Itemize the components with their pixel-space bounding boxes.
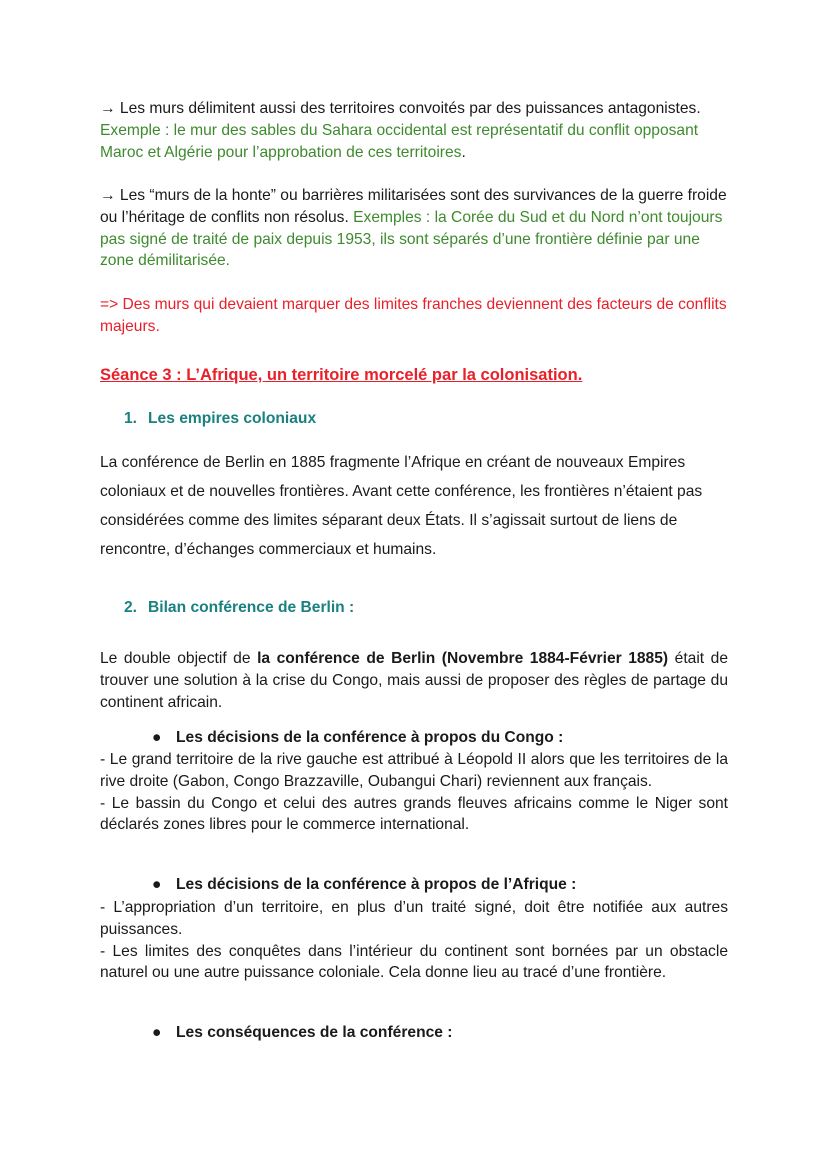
paragraph-walls-territories <box>100 98 728 163</box>
list-item: - Le grand territoire de la rive gauche est attribué à Léopold II alors que les territoires de la rive droite (Gabon, Congo Brazzaville, Oubangui Chari) reviennent aux français. <box>100 751 728 790</box>
list-item: - Le bassin du Congo et celui des autres grands fleuves africains comme le Niger sont déclarés zones libres pour le commerce international. <box>100 794 728 834</box>
number: 1. <box>124 410 138 427</box>
text: → Les murs délimitent aussi des territoires convoités par des puissances antagonistes. <box>100 100 701 117</box>
list-item: - Les limites des conquêtes dans l’intérieur du continent sont bornées par un obstacle naturel ou une autre puissance coloniale. Cela donne lieu au tracé d’une frontière. <box>100 942 728 982</box>
title: Les conséquences de la conférence : <box>176 1024 453 1041</box>
subheading-2 <box>100 599 752 617</box>
bullet-icon: ● <box>152 1024 162 1041</box>
paragraph-empires: La conférence de Berlin en 1885 fragmente l’Afrique en créant de nouveaux Empires coloniaux et de nouvelles frontières. Avant cette conférence, les frontières n’étaient pas considérées comme des limites séparant deux États. Il s’agissait surtout de liens de rencontre, d’échanges commerciaux et humains. <box>100 454 703 558</box>
bold-text: la conférence de Berlin (Novembre 1884-Février 1885) <box>257 650 669 667</box>
text: était de trouver une solution à la crise du Congo, mais aussi de proposer des règles de partage du continent africain. <box>100 650 728 711</box>
text: . <box>461 143 466 161</box>
paragraph-walls-of-shame <box>100 185 728 272</box>
bullet-icon: ● <box>152 729 162 746</box>
number: 2. <box>124 599 138 616</box>
example-text: Exemples : la Corée du Sud et du Nord n’ont toujours pas signé de traité de paix depuis 1953, ils sont séparés d’une frontière définie par une zone démilitarisée. <box>100 208 723 270</box>
list-item: - L’appropriation d’un territoire, en plus d’un traité signé, doit être notifiée aux autres puissances. <box>100 899 728 938</box>
title: Bilan conférence de Berlin : <box>148 599 355 616</box>
bullet-heading-congo <box>100 729 780 747</box>
title: Les empires coloniaux <box>148 410 317 427</box>
title: Les décisions de la conférence à propos du Congo : <box>176 729 564 746</box>
example-text: Exemple : le mur des sables du Sahara occidental est représentatif du conflit opposant Maroc et Algérie pour l’approbation de ces territoires <box>100 121 699 161</box>
conclusion: => Des murs qui devaient marquer des limites franches deviennent des facteurs de conflits majeurs. <box>100 296 727 335</box>
bullet-icon: ● <box>152 876 162 893</box>
paragraph-berlin <box>100 648 728 713</box>
bullet-heading-africa <box>100 876 780 894</box>
text: Le double objectif de <box>100 650 258 667</box>
section-title: Séance 3 : L’Afrique, un territoire morcelé par la colonisation. <box>100 366 583 384</box>
bullet-heading-consequences <box>100 1024 780 1042</box>
subheading-1 <box>100 410 752 428</box>
bullet-content-africa <box>100 897 728 984</box>
text: → Les “murs de la honte” ou barrières militarisées sont des survivances de la guerre froide ou l’héritage de conflits non résolus. <box>100 187 727 226</box>
bullet-content-congo <box>100 749 728 836</box>
title: Les décisions de la conférence à propos de l’Afrique : <box>176 876 577 893</box>
